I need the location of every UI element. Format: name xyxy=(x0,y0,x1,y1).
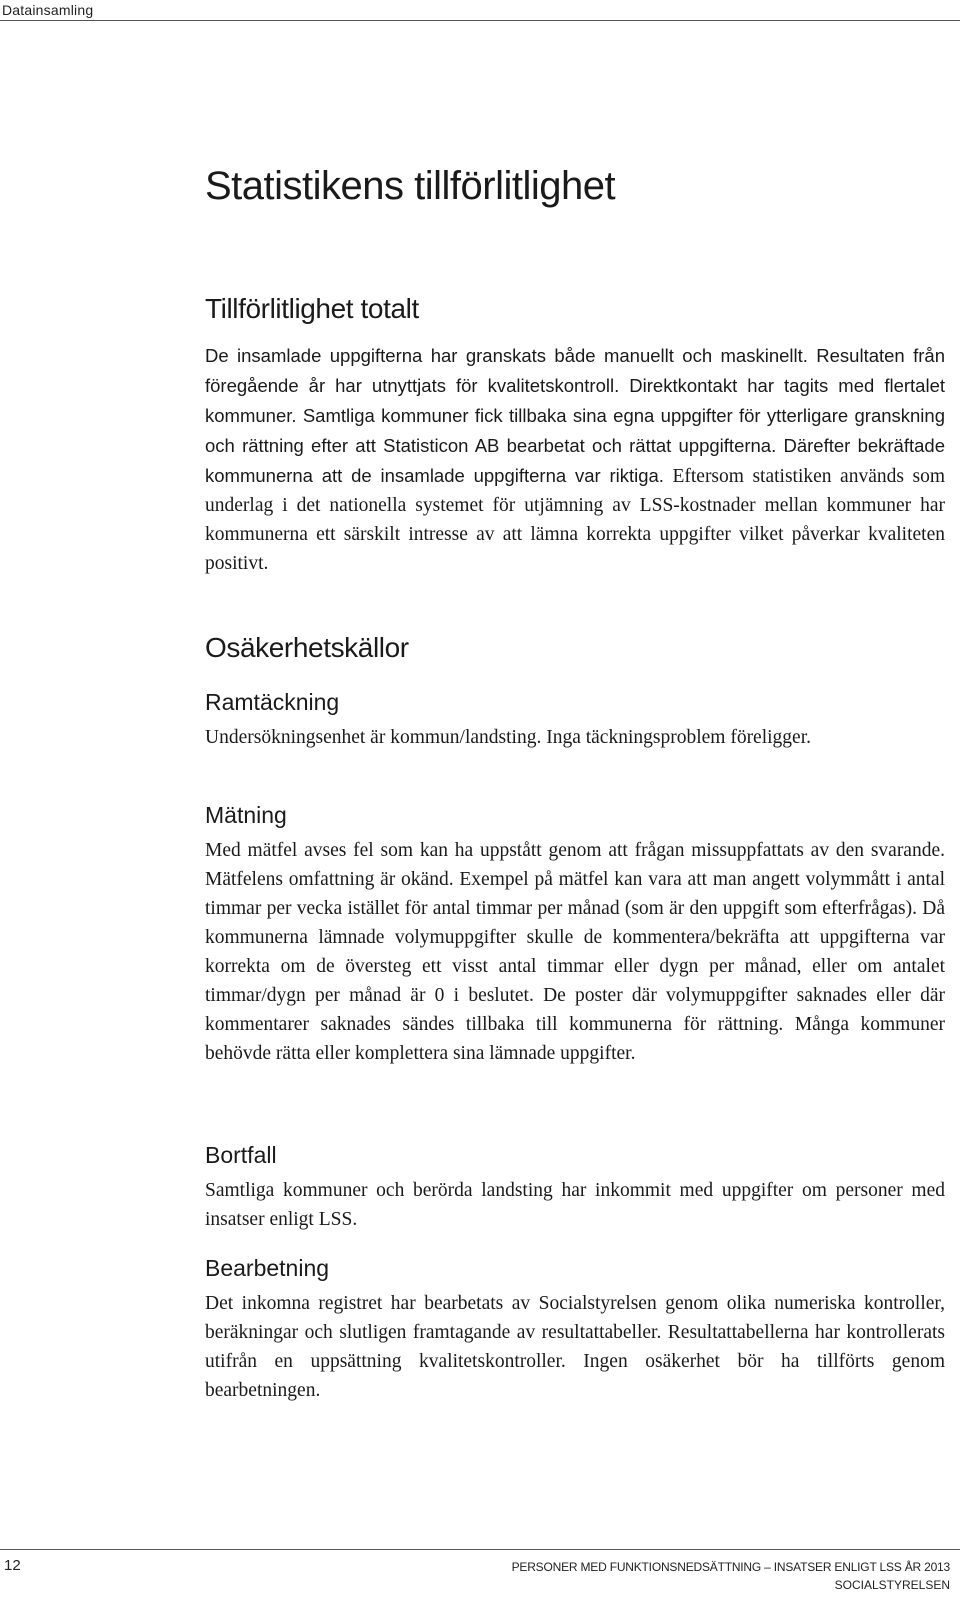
text-nonresponse: Samtliga kommuner och berörda landsting har inkommit med uppgifter om personer med insatser enligt LSS. xyxy=(205,1180,945,1230)
footer-organization: SOCIALSTYRELSEN xyxy=(834,1578,950,1592)
subheading-coverage: Ramtäckning xyxy=(205,689,340,715)
section-text-total xyxy=(205,341,945,578)
subheading-nonresponse: Bortfall xyxy=(205,1142,277,1168)
section-heading-uncertainty: Osäkerhetskällor xyxy=(205,632,409,663)
text-measurement: Med mätfel avses fel som kan ha uppstått genom att frågan missuppfattats av den svarande. Mätfelens omfattning är okänd. Exempel på mätfel kan vara att man angett volymmått i antal timmar per vecka istället för antal timmar per månad (som är den uppgift som efterfrågas). Då kommunerna lämnade volymuppgifter skulle de kommentera/bekräfta att uppgifterna var korrekta om de översteg ett visst antal timmar eller dygn per månad, eller om antalet timmar/dygn per månad är 0 i beslutet. De poster där volymuppgifter saknades eller där kommentarer saknades sändes tillbaka till kommunerna för rättning. Många kommuner behövde rätta eller komplettera sina lämnade uppgifter. xyxy=(205,840,945,1064)
section-heading-total: Tillförlitlighet totalt xyxy=(205,293,419,324)
subheading-processing: Bearbetning xyxy=(205,1255,330,1281)
header-rule xyxy=(0,20,960,21)
page-number: 12 xyxy=(4,1557,21,1574)
footer-rule xyxy=(0,1549,960,1550)
text-processing: Det inkomna registret har bearbetats av Socialstyrelsen genom olika numeriska kontroller, beräkningar och slutligen framtagande av resultattabeller. Resultattabellerna har kontrollerats utifrån en uppsättning kvalitetskontroller. Ingen osäkerhet bör ha tillförts genom bearbetningen. xyxy=(205,1293,945,1401)
footer-publication-title: PERSONER MED FUNKTIONSNEDSÄTTNING – INSATSER ENLIGT LSS ÅR 2013 xyxy=(511,1560,950,1574)
section-text-total-serif: Eftersom statistiken används som underlag i det nationella systemet för utjämning av LSS-kostnader mellan kommuner har kommunerna ett särskilt intresse av att lämna korrekta uppgifter vilket påverkar kvaliteten positivt. xyxy=(205,466,945,574)
section-text-total-sans: De insamlade uppgifterna har granskats både manuellt och maskinellt. Resultaten från föregående år har utnyttjats för kvalitetskontroll. Direktkontakt har tagits med flertalet kommuner. Samtliga kommuner fick tillbaka sina egna uppgifter för ytterligare granskning och rättning efter att Statisticon AB bearbetat och rättat uppgifterna. Därefter bekräftade kommunerna att de insamlade uppgifterna var riktiga. xyxy=(205,345,945,486)
page-title: Statistikens tillförlitlighet xyxy=(205,164,616,208)
text-coverage: Undersökningsenhet är kommun/landsting. Inga täckningsproblem föreligger. xyxy=(205,727,811,748)
subheading-measurement: Mätning xyxy=(205,802,287,828)
running-head: Datainsamling xyxy=(2,2,94,18)
